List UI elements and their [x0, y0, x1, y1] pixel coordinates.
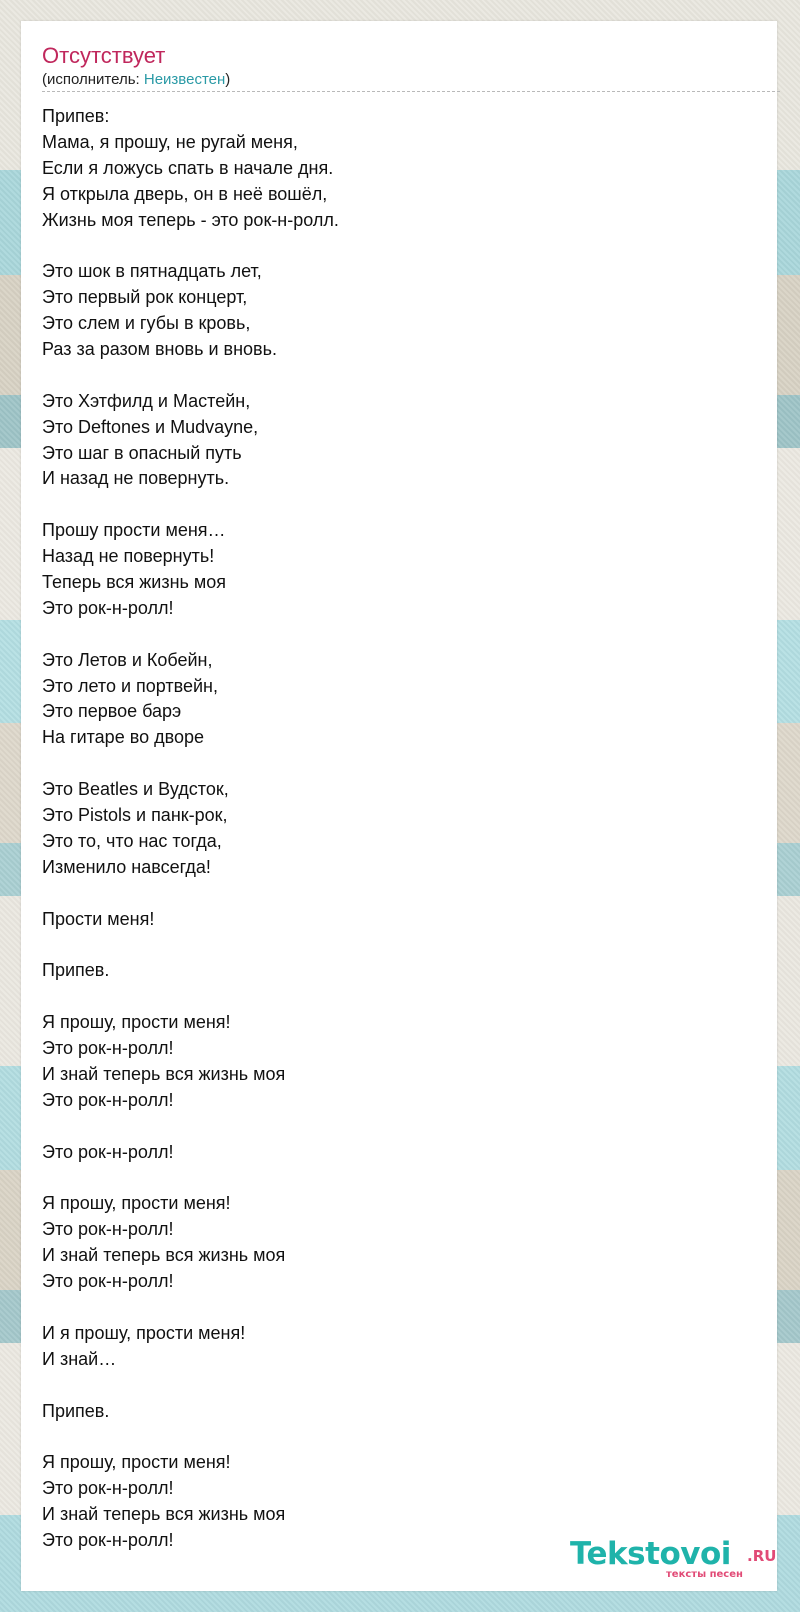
lyric-line: Назад не повернуть!: [42, 546, 215, 567]
lyric-line: Я прошу, прости меня!: [42, 1012, 231, 1033]
lyric-line: Я прошу, прости меня!: [42, 1452, 231, 1473]
lyric-line: Мама, я прошу, не ругай меня,: [42, 131, 298, 152]
lyric-line: Это первое барэ: [42, 701, 182, 722]
logo-tagline: тексты песен: [666, 1569, 743, 1580]
lyric-line: Это слем и губы в кровь,: [42, 313, 251, 334]
lyric-line: Это рок-н-ролл!: [42, 597, 174, 618]
lyric-line: [42, 1373, 762, 1399]
lyric-line: Прошу прости меня…: [42, 520, 226, 541]
lyric-line: Это рок-н-ролл!: [42, 1529, 174, 1550]
lyric-line: [42, 751, 762, 777]
lyric-line: Если я ложусь спать в начале дня.: [42, 157, 334, 178]
lyric-line: [42, 1114, 762, 1140]
lyric-line: И знай теперь вся жизнь моя: [42, 1063, 286, 1084]
lyric-line: Это первый рок концерт,: [42, 287, 248, 308]
lyric-line: Это то, что нас тогда,: [42, 830, 222, 851]
lyric-line: Припев.: [42, 960, 110, 981]
lyric-line: Жизнь моя теперь - это рок-н-ролл.: [42, 209, 339, 230]
lyric-line: Это Хэтфилд и Мастейн,: [42, 390, 251, 411]
lyric-line: Припев.: [42, 1400, 110, 1421]
lyric-line: Это Beatles и Вудсток,: [42, 779, 229, 800]
artist-link[interactable]: Неизвестен: [143, 71, 226, 88]
lyric-line: Это рок-н-ролл!: [42, 1038, 174, 1059]
lyric-line: Это рок-н-ролл!: [42, 1141, 174, 1162]
lyric-line: Это шаг в опасный путь: [42, 442, 242, 463]
lyric-line: [42, 1295, 762, 1321]
lyric-line: [42, 933, 762, 959]
lyric-line: И знай теперь вся жизнь моя: [42, 1245, 286, 1266]
lyric-line: Это Deftones и Mudvayne,: [42, 416, 259, 437]
artist-prefix: (исполнитель:: [42, 71, 144, 88]
lyric-line: [42, 363, 762, 389]
lyric-line: Теперь вся жизнь моя: [42, 572, 227, 593]
lyric-line: Припев:: [42, 106, 110, 126]
lyric-line: [42, 1166, 762, 1192]
lyric-line: Это рок-н-ролл!: [42, 1219, 174, 1240]
lyric-line: Прости меня!: [42, 908, 155, 929]
lyrics-card: [21, 21, 777, 1591]
lyric-line: Это лето и портвейн,: [42, 675, 219, 696]
lyric-line: Это рок-н-ролл!: [42, 1089, 174, 1110]
lyric-line: Это Летов и Кобейн,: [42, 649, 213, 670]
lyric-line: [42, 984, 762, 1010]
lyric-line: И назад не повернуть.: [42, 468, 230, 489]
lyric-line: [42, 881, 762, 907]
logo-wordmark: Tekstovoi: [570, 1536, 731, 1572]
lyric-line: Это шок в пятнадцать лет,: [42, 261, 262, 282]
artist-line: [42, 71, 230, 89]
lyric-line: И знай…: [42, 1348, 117, 1369]
song-title: Отсутствует: [42, 43, 166, 68]
lyric-line: Я открыла дверь, он в неё вошёл,: [42, 183, 328, 204]
artist-suffix: ): [225, 71, 231, 88]
lyric-line: [42, 492, 762, 518]
lyric-line: Изменило навсегда!: [42, 856, 211, 877]
lyric-line: И я прошу, прости меня!: [42, 1322, 246, 1343]
lyric-line: Это Pistols и панк-рок,: [42, 805, 228, 826]
lyric-line: И знай теперь вся жизнь моя: [42, 1504, 286, 1525]
lyric-line: Это рок-н-ролл!: [42, 1271, 174, 1292]
logo-tld: .RU: [747, 1547, 777, 1565]
lyric-line: Раз за разом вновь и вновь.: [42, 339, 277, 360]
lyric-line: Я прошу, прости меня!: [42, 1193, 231, 1214]
lyric-line: [42, 622, 762, 648]
site-logo[interactable]: [570, 1536, 780, 1584]
divider: [42, 91, 780, 92]
lyric-line: На гитаре во дворе: [42, 727, 204, 748]
lyric-line: [42, 233, 762, 259]
lyric-line: Это рок-н-ролл!: [42, 1478, 174, 1499]
lyric-line: [42, 1424, 762, 1450]
lyrics-text: [42, 104, 762, 1554]
